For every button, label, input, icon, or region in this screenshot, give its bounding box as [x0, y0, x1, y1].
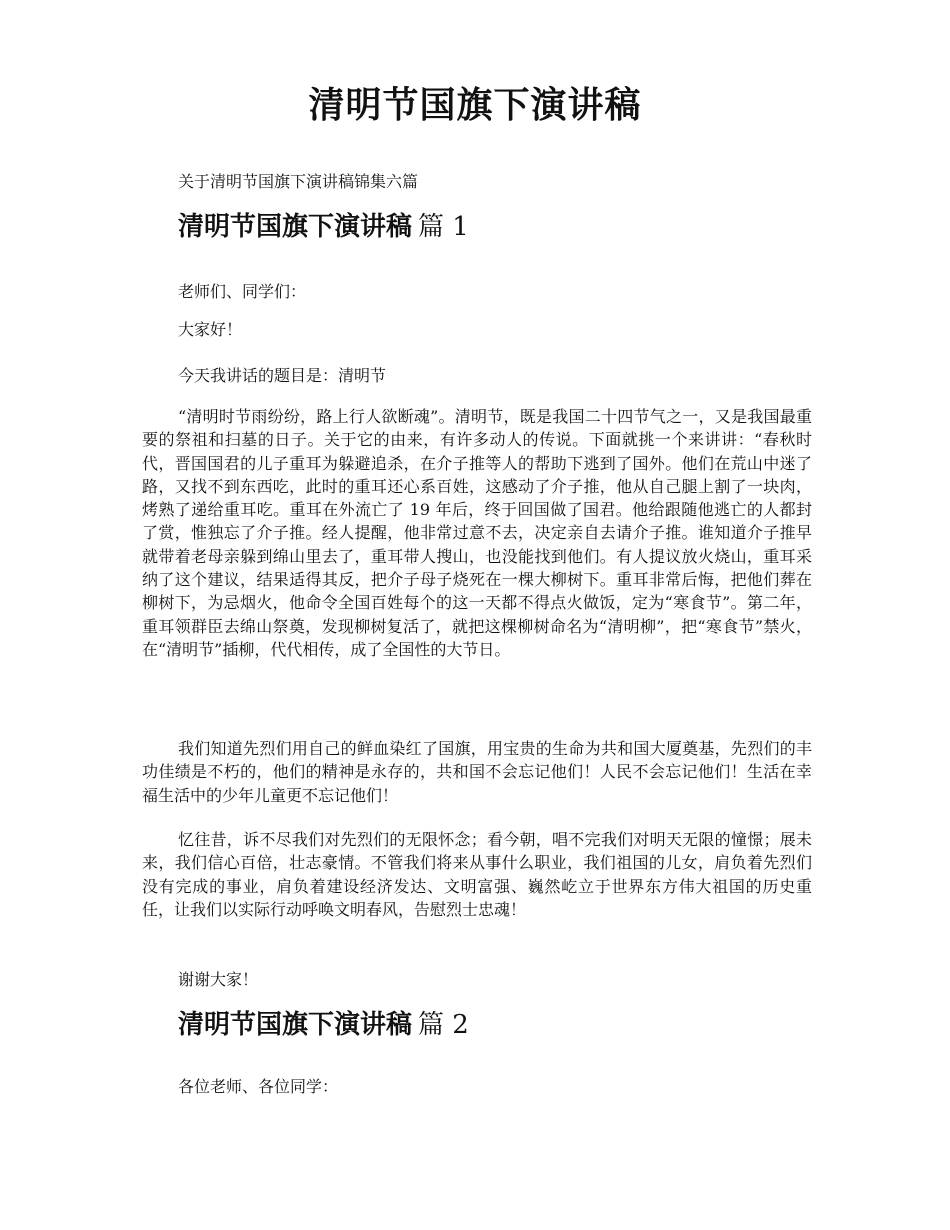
greeting-paragraph: 各位老师、各位同学： [178, 1077, 339, 1096]
section-heading-number: 篇 1 [418, 212, 469, 242]
closing-paragraph: 谢谢大家！ [178, 970, 259, 989]
document-intro: 关于清明节国旗下演讲稿锦集六篇 [178, 172, 419, 191]
martyrs-paragraph: 我们知道先烈们用自己的鲜血染红了国旗，用宝贵的生命为共和国大厦奠基，先烈们的丰功佳绩是不朽的，他们的精神是永存的，共和国不会忘记他们！人民不会忘记他们！生活在幸福生活中的少年儿童更不忘记他们！ [142, 739, 812, 805]
section-heading-2 [178, 1008, 469, 1042]
greeting-paragraph: 老师们、同学们： [178, 282, 307, 301]
section-heading-text: 清明节国旗下演讲稿 [178, 1010, 413, 1040]
story-paragraph: “清明时节雨纷纷，路上行人欲断魂”。清明节，既是我国二十四节气之一，又是我国最重要的祭祖和扫墓的日子。关于它的由来，有许多动人的传说。下面就挑一个来讲讲：“春秋时代，晋国国君的儿子重耳为躲避追杀，在介子推等人的帮助下逃到了国外。他们在荒山中迷了路，又找不到东西吃，此时的重耳还心系百姓，这感动了介子推，他从自己腿上割了一块肉，烤熟了递给重耳吃。重耳在外流亡了 19 年后，终于回国做了国君。他给跟随他逃亡的人都封了赏，惟独忘了介子推。经人提醒，他非常过意不去，决定亲自去请介子推。谁知道介子推早就带着老母亲躲到绵山里去了，重耳带人搜山，也没能找到他们。有人提议放火烧山，重耳采纳了这个建议，结果适得其反，把介子母子烧死在一棵大柳树下。重耳非常后悔，把他们葬在柳树下，为忌烟火，他命令全国百姓每个的这一天都不得点火做饭，定为“寒食节”。第二年，重耳领群臣去绵山祭奠，发现柳树复活了，就把这棵柳树命名为“清明柳”，把“寒食节”禁火，在“清明节”插柳，代代相传，成了全国性的大节日。 [142, 407, 812, 659]
section-heading-text: 清明节国旗下演讲稿 [178, 212, 413, 242]
document-title: 清明节国旗下演讲稿 [308, 84, 642, 126]
section-heading-1 [178, 210, 469, 244]
recall-paragraph: 忆往昔，诉不尽我们对先烈们的无限怀念；看今朝，唱不完我们对明天无限的憧憬；展未来，我们信心百倍，壮志豪情。不管我们将来从事什么职业，我们祖国的儿女，肩负着先烈们没有完成的事业，肩负着建设经济发达、文明富强、巍然屹立于世界东方伟大祖国的历史重任，让我们以实际行动呼唤文明春风，告慰烈士忠魂！ [142, 830, 812, 919]
topic-paragraph: 今天我讲话的题目是：清明节 [178, 366, 387, 385]
section-heading-number: 篇 2 [418, 1010, 469, 1040]
hello-paragraph: 大家好！ [178, 320, 243, 339]
